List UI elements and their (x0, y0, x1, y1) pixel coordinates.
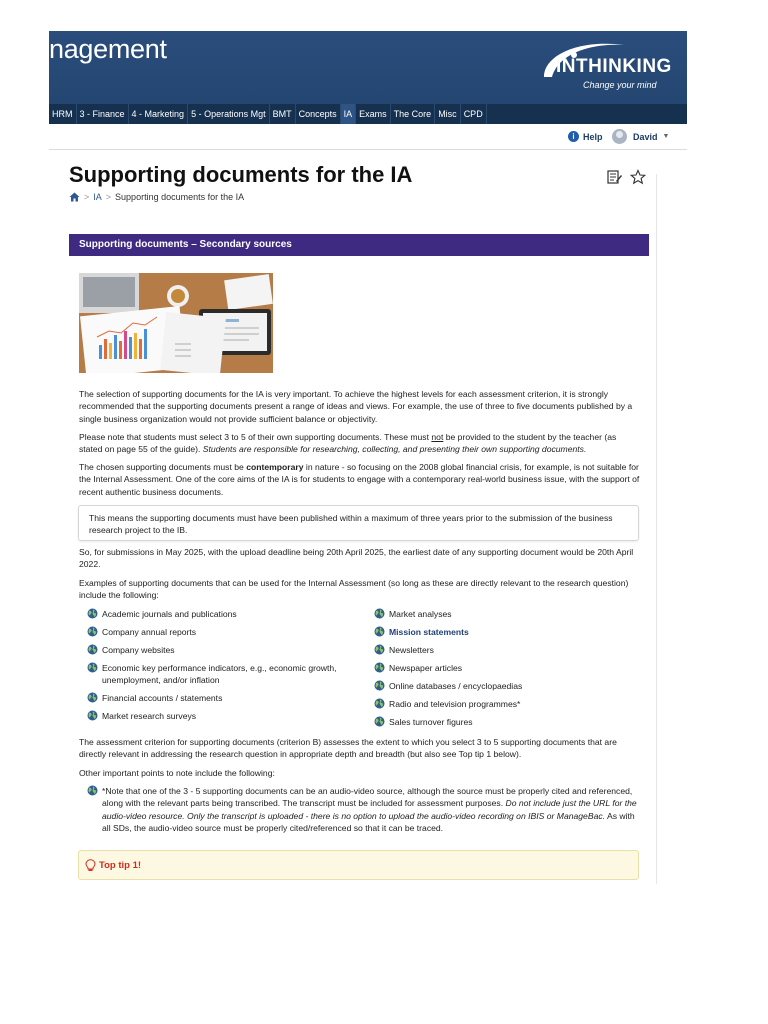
list-item (374, 716, 634, 728)
intro-paragraph: The selection of supporting documents for the IA is very important. To achieve the highest levels for each assessment criterion, it is strongly recommended that the supporting documents present a range of ideas and views. For example, the use of three to five documents published by a single business organization would not provide sufficient balance or objectivity. (79, 389, 633, 424)
list-item (374, 698, 634, 710)
list-item-label: Company websites (102, 645, 175, 655)
avatar (612, 129, 627, 144)
logo-tagline: Change your mind (583, 80, 657, 90)
globe-icon (374, 644, 385, 655)
globe-icon (87, 785, 98, 796)
nav-item-ia[interactable]: IA (341, 104, 357, 124)
nav-item-bmt[interactable]: BMT (270, 104, 296, 124)
list-item (374, 608, 634, 620)
nav-item-concepts[interactable]: Concepts (296, 104, 341, 124)
nav-item-the-core[interactable]: The Core (391, 104, 436, 124)
list-item (87, 608, 347, 620)
globe-icon (87, 710, 98, 721)
nav-item-5-operations-mgt[interactable]: 5 - Operations Mgt (188, 104, 270, 124)
nav-item-misc[interactable]: Misc (435, 104, 461, 124)
globe-icon (374, 662, 385, 673)
list-item (87, 644, 347, 656)
site-banner (49, 31, 687, 104)
list-item (87, 626, 347, 638)
list-item-label: Academic journals and publications (102, 609, 237, 619)
own-documents-paragraph: Please note that students must select 3 to 5 of their own supporting documents. These must not be provided to the student by the teacher (as stated on page 55 of the guide). Students are responsible for researching, collecting, and presenting their own supporting documents. (79, 432, 617, 455)
title-actions (606, 169, 646, 185)
main-nav (49, 104, 687, 124)
nav-item-exams[interactable]: Exams (356, 104, 391, 124)
three-year-callout: This means the supporting documents must have been published within a maximum of three years prior to the submission of the business research project to the IB. (78, 505, 639, 541)
globe-icon (374, 698, 385, 709)
desk-chart-image (79, 273, 273, 373)
list-item-label: Financial accounts / statements (102, 693, 223, 703)
other-points-intro: Other important points to note include the following: (79, 768, 275, 778)
caret-down-icon: ▼ (662, 133, 670, 140)
list-item-label: Radio and television programmes* (389, 699, 521, 709)
globe-icon (374, 680, 385, 691)
globe-icon (87, 608, 98, 619)
list-item (374, 662, 634, 674)
nav-item-cpd[interactable]: CPD (461, 104, 487, 124)
info-icon: i (568, 131, 579, 142)
globe-icon (374, 608, 385, 619)
lightbulb-icon (85, 859, 96, 872)
breadcrumb-separator: > (105, 192, 112, 202)
list-item (87, 710, 347, 722)
globe-icon (87, 692, 98, 703)
criterion-b-paragraph: The assessment criterion for supporting documents (criterion B) assesses the extent to which you select 3 to 5 supporting documents that are directly relevant in addressing the research question in appropriate depth and breadth (but also see Top tip 1 below). (79, 737, 617, 760)
home-icon[interactable] (69, 192, 80, 202)
globe-icon (87, 644, 98, 655)
deadline-paragraph: So, for submissions in May 2025, with the upload deadline being 20th April 2025, the earliest date of any supporting document would be 20th April 2022. (79, 547, 634, 570)
examples-list-right (374, 608, 634, 734)
breadcrumb-current: Supporting documents for the IA (115, 192, 245, 202)
globe-icon (87, 662, 98, 673)
top-tip-title: Top tip 1! (99, 859, 142, 871)
globe-icon (374, 716, 385, 727)
site-title: nagement (49, 34, 167, 64)
list-item-label: Newsletters (389, 645, 434, 655)
list-item-label: Economic key performance indicators, e.g., economic growth, unemployment, and/or inflation (102, 663, 337, 685)
audio-video-note: *Note that one of the 3 - 5 supporting documents can be an audio-video source, although the source must be properly cited and referenced, along with the relevant parts being transcribed. The transcript must be included for assessment purposes. Do not include just the URL for the audio-video resource. Only the transcript is uploaded - there is no option to upload the audio-video recording on IBIS or ManageBac. As with all SDs, the audio-video source must be properly cited/referenced so that it can be traced. (87, 785, 639, 834)
list-item (374, 644, 634, 656)
edit-notes-icon[interactable] (606, 169, 622, 185)
list-item-label: Company annual reports (102, 627, 197, 637)
list-item (374, 680, 634, 692)
list-item (87, 692, 347, 704)
nav-item-3-finance[interactable]: 3 - Finance (77, 104, 129, 124)
nav-item-hrm[interactable]: HRM (49, 104, 77, 124)
list-item-label: Market research surveys (102, 711, 197, 721)
help-link[interactable] (568, 131, 603, 142)
breadcrumb-ia[interactable]: IA (93, 192, 102, 202)
list-item-label[interactable]: Mission statements (389, 627, 469, 637)
user-bar (49, 124, 687, 150)
list-item-label: Market analyses (389, 609, 452, 619)
globe-icon (374, 626, 385, 637)
user-menu[interactable] (612, 129, 669, 144)
breadcrumb (69, 192, 244, 202)
examples-list-left (87, 608, 347, 728)
contemporary-paragraph: The chosen supporting documents must be contemporary in nature - so focusing on the 2008 global financial crisis, for example, is not suitable for the Internal Assessment. One of the core aims of the IA is for students to engage with a contemporary real-world business issue, with the support of recent authentic business documents. (79, 462, 640, 497)
list-item-label: Sales turnover figures (389, 717, 473, 727)
breadcrumb-separator: > (84, 192, 90, 202)
star-icon[interactable] (630, 169, 646, 185)
nav-item-4-marketing[interactable]: 4 - Marketing (129, 104, 189, 124)
help-label: Help (583, 131, 603, 142)
user-name: David (633, 131, 658, 142)
list-item (87, 662, 347, 686)
globe-icon (87, 626, 98, 637)
list-item-label: Online databases / encyclopaedias (389, 681, 523, 691)
content-divider (656, 174, 657, 884)
logo-wordmark: INTHINKING (556, 56, 672, 77)
page-title: Supporting documents for the IA (69, 162, 413, 187)
examples-intro: Examples of supporting documents that can be used for the Internal Assessment (so long as these are directly relevant to the research question) include the following: (79, 578, 629, 601)
top-tip-box[interactable] (78, 850, 639, 880)
list-item-label: Newspaper articles (389, 663, 463, 673)
section-heading: Supporting documents – Secondary sources (69, 234, 649, 256)
list-item (374, 626, 634, 638)
inthinking-logo[interactable] (534, 37, 672, 97)
